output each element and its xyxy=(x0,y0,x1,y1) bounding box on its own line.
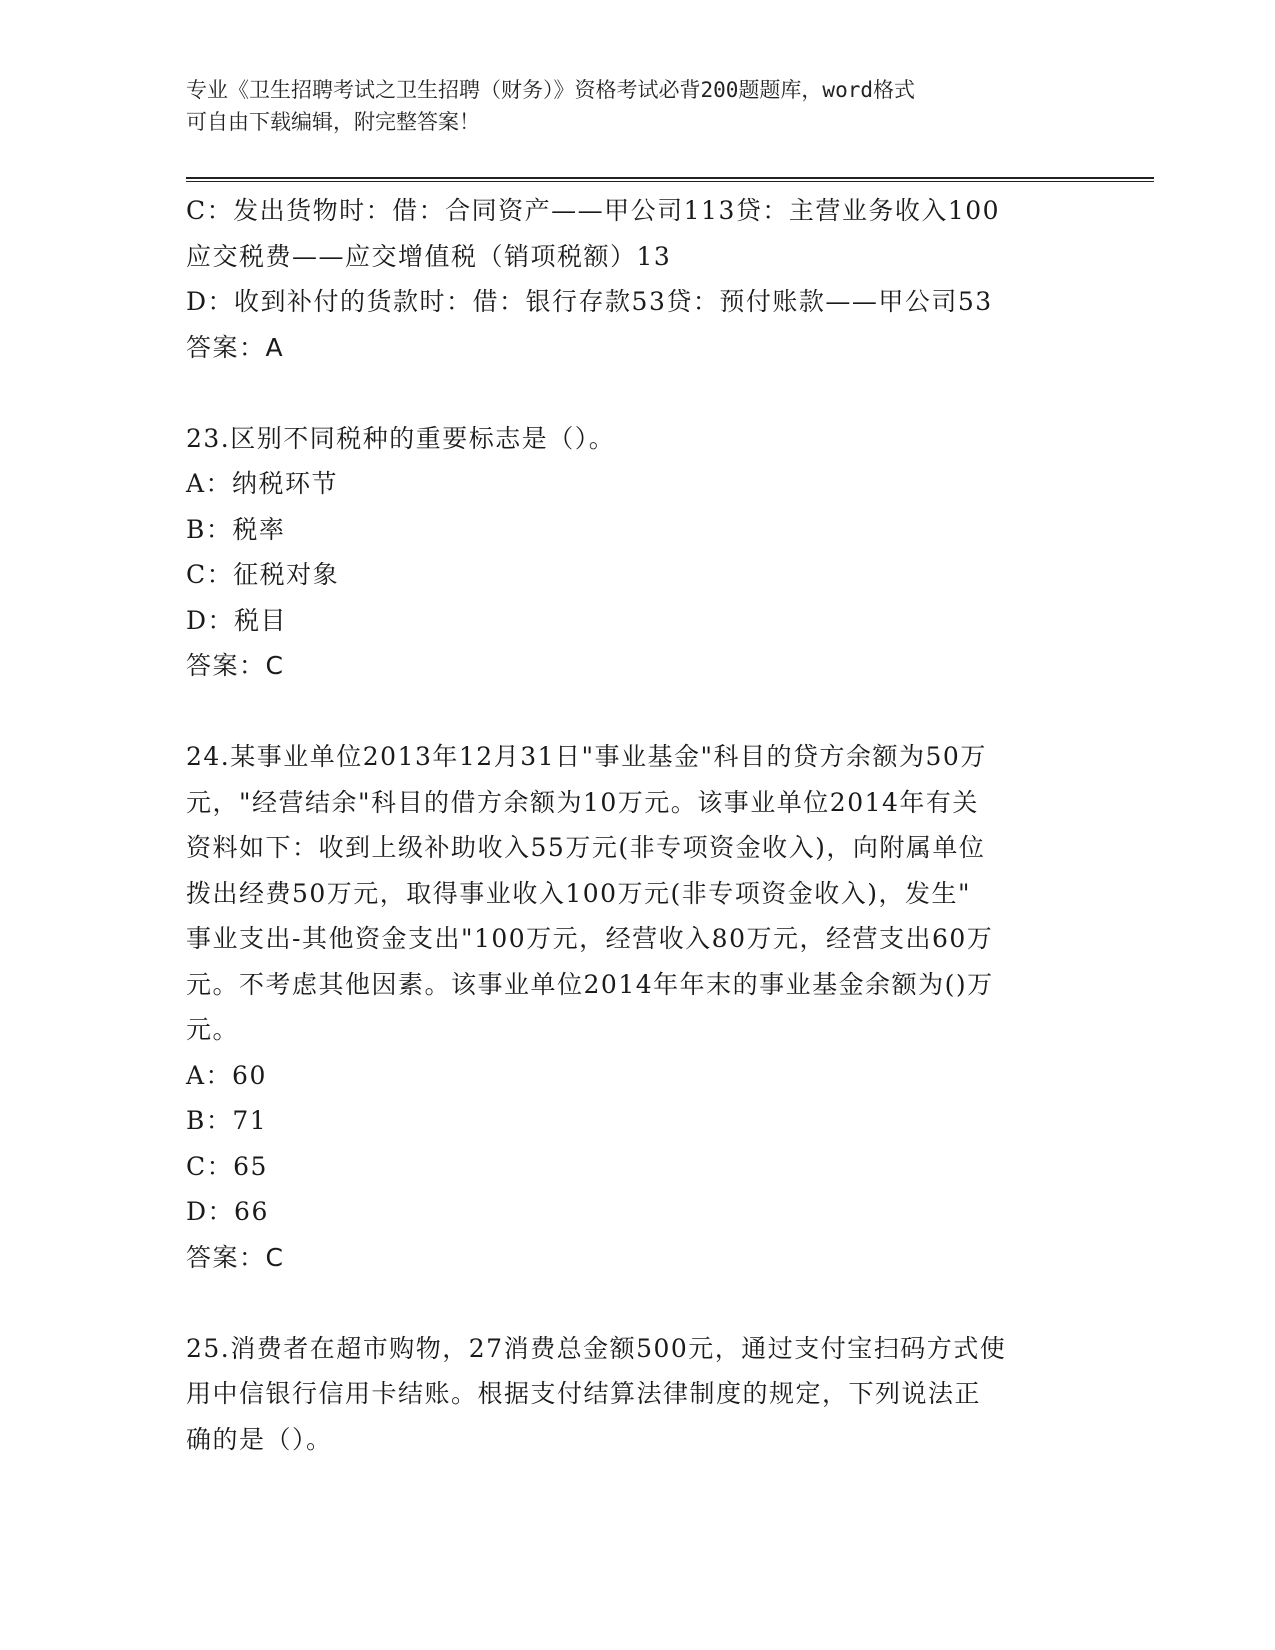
question-24-stem-2: 元，"经营结余"科目的借方余额为10万元。该事业单位2014年有关 xyxy=(186,787,979,817)
option-c: C：征税对象 xyxy=(186,560,340,589)
question-24 xyxy=(186,734,1086,1280)
question-23-stem: 23.区别不同税种的重要标志是（）。 xyxy=(186,423,616,453)
question-25-stem-2: 用中信银行信用卡结账。根据支付结算法律制度的规定，下列说法正 xyxy=(186,1379,982,1408)
option-d: D：66 xyxy=(186,1197,269,1226)
question-24-stem-7: 元。 xyxy=(186,1015,240,1044)
option-b: B：71 xyxy=(186,1106,268,1135)
question-22-tail xyxy=(186,188,1086,370)
question-24-stem-5: 事业支出-其他资金支出"100万元，经营收入80万元，经营支出60万 xyxy=(186,924,994,953)
question-content xyxy=(186,188,1086,1462)
question-24-stem-4: 拨出经费50万元，取得事业收入100万元(非专项资金收入)，发生" xyxy=(186,878,972,908)
question-23 xyxy=(186,416,1086,689)
question-24-stem-6: 元。不考虑其他因素。该事业单位2014年年末的事业基金余额为()万 xyxy=(186,969,994,999)
answer-23: 答案：C xyxy=(186,651,285,680)
option-d: D：税目 xyxy=(186,605,288,635)
header-line-2: 可自由下载编辑，附完整答案！ xyxy=(186,110,480,134)
question-25-stem-1: 25.消费者在超市购物，27消费总金额500元，通过支付宝扫码方式使 xyxy=(186,1333,1007,1363)
option-a: A：纳税环节 xyxy=(186,469,339,498)
question-24-stem-1: 24.某事业单位2013年12月31日"事业基金"科目的贷方余额为50万 xyxy=(186,742,987,771)
spacer xyxy=(186,1280,1086,1326)
option-c-line-1: C：发出货物时：借：合同资产——甲公司113贷：主营业务收入100 xyxy=(186,196,1001,225)
spacer xyxy=(186,370,1086,416)
spacer xyxy=(186,689,1086,735)
question-25 xyxy=(186,1326,1086,1463)
question-24-stem-3: 资料如下：收到上级补助收入55万元(非专项资金收入)，向附属单位 xyxy=(186,833,986,862)
header-divider xyxy=(186,177,1154,182)
option-a: A：60 xyxy=(186,1060,267,1090)
question-25-stem-3: 确的是（）。 xyxy=(186,1424,333,1454)
answer-24: 答案：C xyxy=(186,1242,285,1272)
header-line-1: 专业《卫生招聘考试之卫生招聘（财务）》资格考试必背200题题库，word格式 xyxy=(186,78,915,102)
option-c-line-2: 应交税费——应交增值税（销项税额）13 xyxy=(186,241,672,271)
option-b: B：税率 xyxy=(186,514,286,544)
option-c: C：65 xyxy=(186,1151,268,1181)
page-header xyxy=(186,74,1066,138)
option-d: D：收到补付的货款时：借：银行存款53贷：预付账款——甲公司53 xyxy=(186,287,993,316)
answer-22: 答案：A xyxy=(186,332,285,362)
